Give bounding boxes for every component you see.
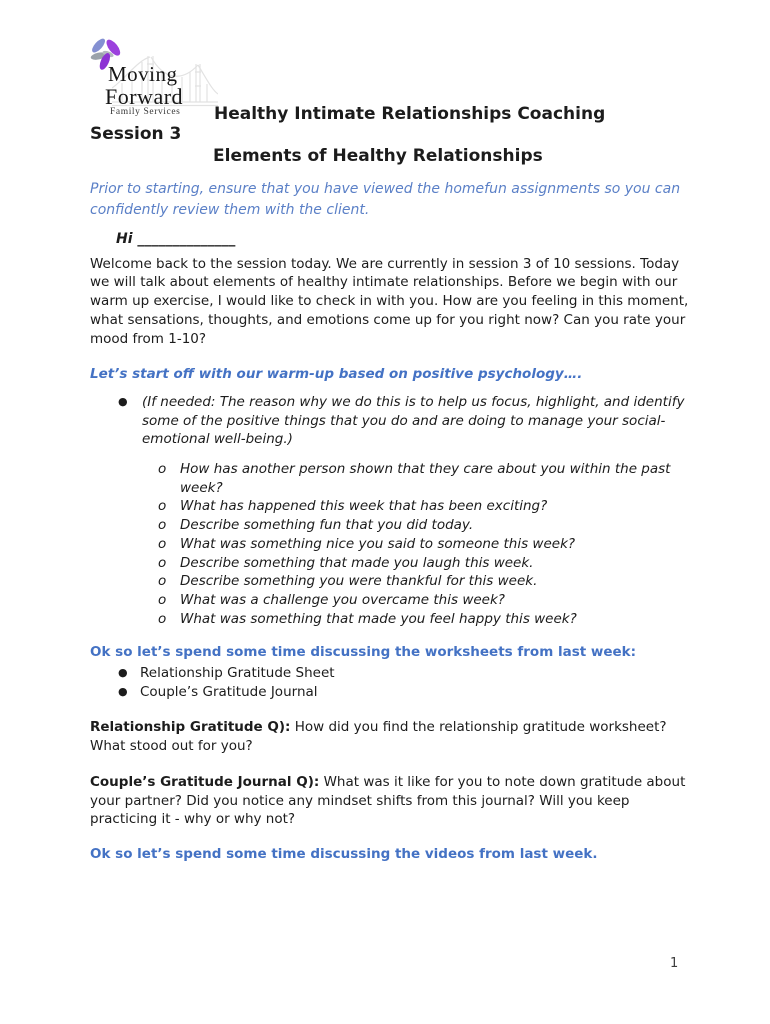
question-text: How did you find the relationship gratitude worksheet? What stood out for you?	[90, 719, 667, 755]
warmup-question-item	[90, 535, 690, 554]
couples-gratitude-journal-question	[90, 773, 690, 829]
warmup-question-text: What was something that made you feel happy this week?	[180, 610, 577, 627]
disc-bullet-marker: ●	[118, 394, 128, 408]
name-blank-field: ______________	[132, 231, 236, 247]
question-label: Couple’s Gratitude Journal Q):	[90, 773, 320, 790]
videos-heading: Ok so let’s spend some time discussing the videos from last week.	[90, 845, 598, 862]
question-label: Relationship Gratitude Q):	[90, 719, 291, 736]
disc-bullet-marker: ●	[118, 684, 128, 698]
question-text: What was it like for you to note down gratitude about your partner? Did you notice any mindset shifts from this journal? Will you keep practicing it - why or why not?	[90, 773, 686, 828]
document-body	[90, 179, 690, 864]
circle-bullet-marker: o	[158, 517, 167, 534]
warmup-question-item	[90, 591, 690, 610]
disc-bullet-marker: ●	[118, 666, 128, 680]
document-title: Healthy Intimate Relationships Coaching	[214, 104, 606, 124]
warmup-question-item	[90, 554, 690, 573]
relationship-gratitude-question	[90, 718, 690, 755]
document-subtitle: Elements of Healthy Relationships	[213, 146, 543, 166]
warmup-question-text: What was a challenge you overcame this week?	[180, 591, 505, 608]
greeting-prefix: Hi	[116, 231, 133, 247]
warmup-heading: Let’s start off with our warm-up based on positive psychology….	[90, 366, 583, 383]
document-header	[0, 0, 770, 178]
circle-bullet-marker: o	[158, 498, 167, 515]
circle-bullet-marker: o	[158, 554, 167, 571]
session-label: Session 3	[90, 124, 182, 144]
warmup-question-text: How has another person shown that they care about you within the past week?	[180, 461, 671, 496]
circle-bullet-marker: o	[158, 461, 167, 478]
warmup-note-text: (If needed: The reason why we do this is to help us focus, highlight, and identify some of the positive things that you do and are doing to manage your social-emotional well-being.)	[142, 393, 685, 448]
worksheet-item-text: Relationship Gratitude Sheet	[140, 665, 335, 682]
worksheet-item	[90, 664, 690, 683]
warmup-question-item	[90, 610, 690, 629]
greeting-line	[90, 230, 690, 249]
warmup-question-text: What was something nice you said to someone this week?	[180, 535, 576, 552]
worksheets-list	[90, 664, 690, 701]
logo-name-line2: Forward	[105, 84, 184, 109]
worksheet-item-text: Couple’s Gratitude Journal	[140, 683, 318, 700]
circle-bullet-marker: o	[158, 573, 167, 590]
warmup-question-item	[90, 572, 690, 591]
warmup-question-text: Describe something fun that you did today.	[180, 517, 474, 534]
warmup-question-text: Describe something you were thankful for this week.	[180, 573, 538, 590]
warmup-question-text: Describe something that made you laugh this week.	[180, 554, 534, 571]
worksheets-heading: Ok so let’s spend some time discussing the worksheets from last week:	[90, 644, 637, 661]
logo-tagline: Family Services	[110, 107, 181, 117]
logo-name-line1: Moving	[108, 62, 178, 86]
warmup-question-item	[90, 460, 690, 497]
warmup-question-text: What has happened this week that has been exciting?	[180, 498, 548, 515]
page-number: 1	[670, 956, 679, 971]
worksheet-item	[90, 683, 690, 702]
circle-bullet-marker: o	[158, 535, 167, 552]
warmup-question-item	[90, 497, 690, 516]
warmup-questions-list	[90, 460, 690, 628]
circle-bullet-marker: o	[158, 610, 167, 627]
welcome-paragraph: Welcome back to the session today. We are currently in session 3 of 10 sessions. Today we will talk about elements of healthy intimate relationships. Before we begin with our warm up exercise, I would like to check in with you. How are you feeling in this moment, what sensations, thoughts, and emotions come up for you right now? Can you rate your mood from 1-10?	[90, 255, 689, 347]
circle-bullet-marker: o	[158, 591, 167, 608]
coach-instruction-note: Prior to starting, ensure that you have viewed the homefun assignments so you can confidently review them with the client.	[90, 181, 681, 218]
warmup-note-item	[90, 393, 690, 449]
warmup-question-item	[90, 516, 690, 535]
